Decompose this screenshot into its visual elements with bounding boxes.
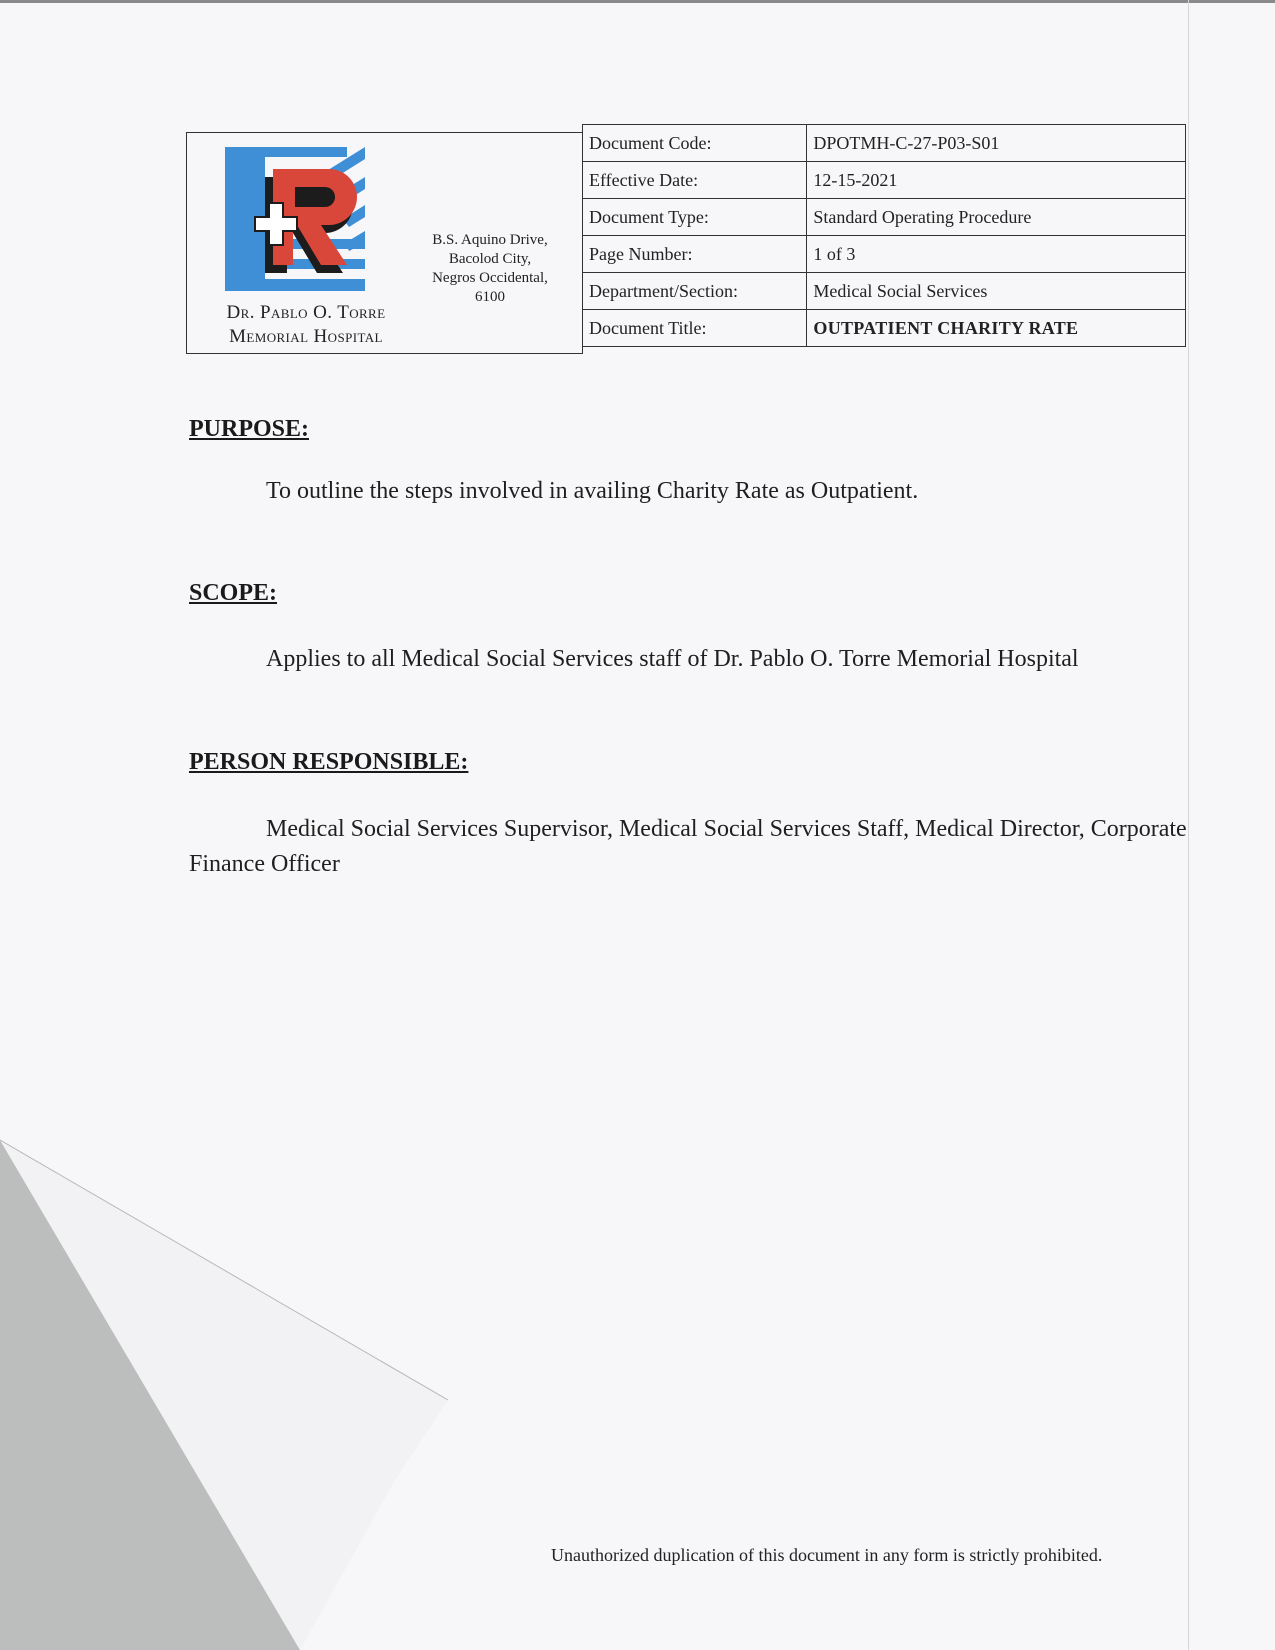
hospital-name-line2: Memorial Hospital: [229, 326, 383, 347]
doc-title-label: Document Title:: [583, 310, 807, 347]
address-line2: Bacolod City,: [448, 251, 532, 267]
table-row: [583, 199, 1186, 236]
hospital-name: [189, 301, 423, 349]
page-number-label: Page Number:: [583, 236, 807, 273]
department-label: Department/Section:: [583, 273, 807, 310]
table-row: [583, 125, 1186, 162]
scope-heading: SCOPE:: [189, 580, 278, 606]
person-responsible-heading: PERSON RESPONSIBLE:: [189, 749, 469, 775]
doc-code-value: DPOTMH-C-27-P03-S01: [807, 125, 1186, 162]
hospital-name-line1: Dr. Pablo O. Torre: [226, 302, 386, 323]
person-responsible-text: Medical Social Services Supervisor, Medical Social Services Staff, Medical Director, Corporate Finance Officer: [189, 816, 1187, 877]
address-line3: Negros Occidental,: [432, 270, 548, 286]
doc-code-label: Document Code:: [583, 125, 807, 162]
effective-date-value: 12-15-2021: [807, 162, 1186, 199]
doc-title-value: OUTPATIENT CHARITY RATE: [807, 310, 1186, 347]
document-info-table: [582, 124, 1186, 347]
purpose-heading: PURPOSE:: [189, 416, 309, 442]
address-line4: 6100: [475, 289, 505, 305]
footer-notice: Unauthorized duplication of this document in any form is strictly prohibited.: [551, 1545, 1103, 1565]
effective-date-label: Effective Date:: [583, 162, 807, 199]
table-row: [583, 236, 1186, 273]
table-row: [583, 162, 1186, 199]
scope-text: Applies to all Medical Social Services staff of Dr. Pablo O. Torre Memorial Hospital: [266, 646, 1079, 672]
hospital-logo-icon: [225, 147, 365, 297]
document-header-logo-box: [186, 132, 583, 354]
department-value: Medical Social Services: [807, 273, 1186, 310]
page-number-value: 1 of 3: [807, 236, 1186, 273]
hospital-address: [415, 231, 565, 307]
doc-type-value: Standard Operating Procedure: [807, 199, 1186, 236]
doc-type-label: Document Type:: [583, 199, 807, 236]
address-line1: B.S. Aquino Drive,: [432, 232, 548, 248]
table-row: [583, 310, 1186, 347]
table-row: [583, 273, 1186, 310]
scan-top-edge: [0, 0, 1275, 3]
purpose-text: To outline the steps involved in availing Charity Rate as Outpatient.: [266, 478, 919, 504]
